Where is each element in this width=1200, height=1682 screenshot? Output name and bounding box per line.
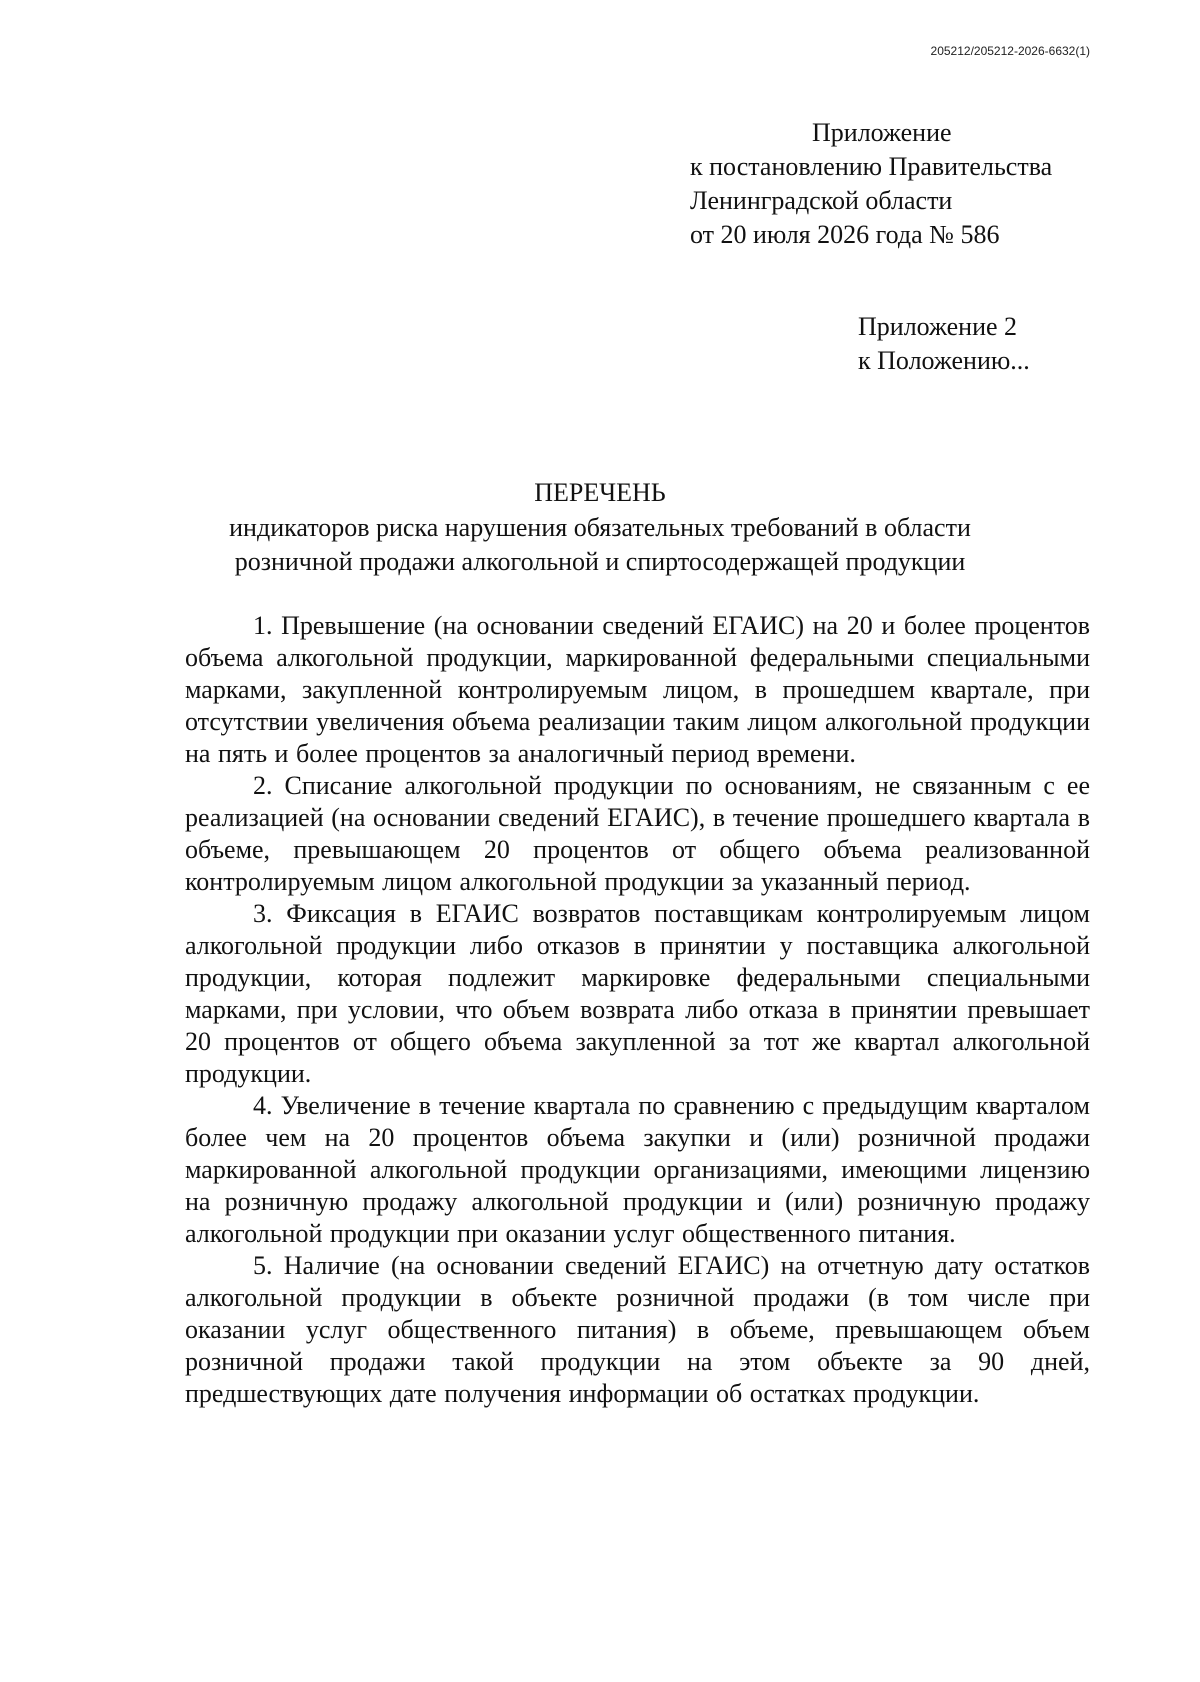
document-subtitle-line-1: индикаторов риска нарушения обязательных требований в области [229,513,971,542]
appendix-title: Приложение [812,118,952,147]
appendix-header [690,116,1052,252]
document-title-block [150,476,1050,579]
appendix2-header [858,310,1030,378]
document-body [185,610,1090,1410]
appendix-date-line: от 20 июля 2026 года № 586 [690,220,1000,249]
list-item-1: 1. Превышение (на основании сведений ЕГАИС) на 20 и более процентов объема алкогольной продукции, маркированной федеральными специальными марками, закупленной контролируемым лицом, в прошедшем квартале, при отсутствии увеличения объема реализации таким лицом алкогольной продукции на пять и более процентов за аналогичный период времени. [185,611,1090,768]
list-item-3: 3. Фиксация в ЕГАИС возвратов поставщикам контролируемым лицом алкогольной продукции либо отказов в принятии у поставщика алкогольной продукции, которая подлежит маркировке федеральными специальными марками, при условии, что объем возврата либо отказа в принятии превышает 20 процентов от общего объема закупленной за тот же квартал алкогольной продукции. [185,899,1090,1088]
document-id: 205212/205212-2026-6632(1) [930,44,1090,58]
appendix-region-line: Ленинградской области [690,186,953,215]
document-title: ПЕРЕЧЕНЬ [534,478,666,507]
appendix2-title: Приложение 2 [858,312,1018,341]
document-subtitle-line-2: розничной продажи алкогольной и спиртосодержащей продукции [234,547,966,576]
list-item-4: 4. Увеличение в течение квартала по сравнению с предыдущим кварталом более чем на 20 процентов объема закупки и (или) розничной продажи маркированной алкогольной продукции организациями, имеющими лицензию на розничную продажу алкогольной продукции и (или) розничную продажу алкогольной продукции при оказании услуг общественного питания. [185,1091,1090,1248]
appendix-resolution-line: к постановлению Правительства [690,152,1053,181]
appendix2-reference: к Положению... [858,346,1030,375]
list-item-2: 2. Списание алкогольной продукции по основаниям, не связанным с ее реализацией (на основании сведений ЕГАИС), в течение прошедшего квартала в объеме, превышающем 20 процентов от общего объема реализованной контролируемым лицом алкогольной продукции за указанный период. [185,771,1090,896]
list-item-5: 5. Наличие (на основании сведений ЕГАИС) на отчетную дату остатков алкогольной продукции в объекте розничной продажи (в том числе при оказании услуг общественного питания) в объеме, превышающем объем розничной продажи такой продукции на этом объекте за 90 дней, предшествующих дате получения информации об остатках продукции. [185,1251,1090,1408]
